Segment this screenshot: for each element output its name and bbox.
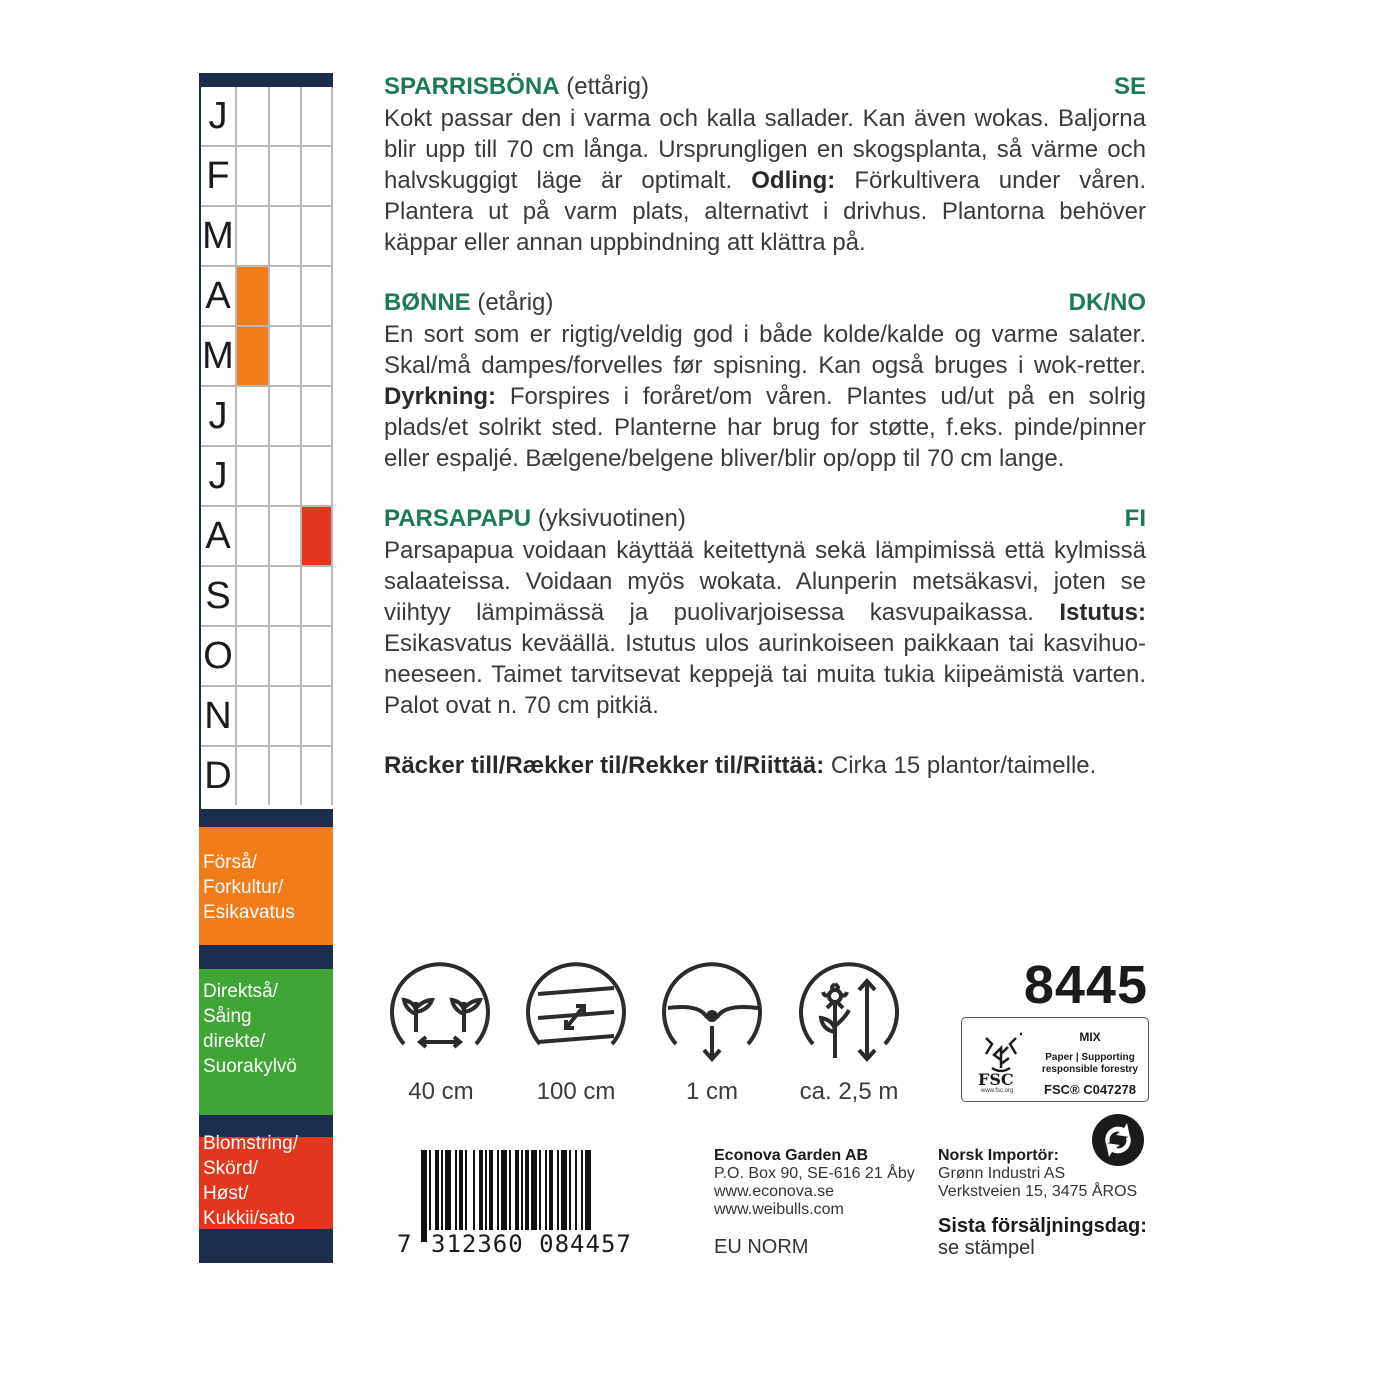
calendar-cell — [237, 747, 270, 805]
article-number: 8445 — [1023, 955, 1148, 1015]
plant-height-label: ca. 2,5 m — [799, 1078, 899, 1105]
language-code: DK/NO — [1068, 289, 1146, 316]
barcode-first-digit: 7 — [397, 1230, 412, 1258]
importer-address: Verkstveien 15, 3475 ÅROS — [938, 1183, 1138, 1200]
calendar-cell — [302, 267, 333, 325]
month-row-aug — [201, 507, 333, 567]
month-letter: N — [201, 687, 237, 745]
cultivation-label: Istutus: — [1059, 599, 1146, 626]
barcode-bar — [473, 1150, 475, 1230]
month-letter: A — [201, 267, 237, 325]
barcode-bar — [557, 1150, 559, 1230]
calendar-cell — [270, 87, 302, 145]
company-info — [714, 1147, 915, 1219]
calendar-cell — [237, 507, 270, 565]
barcode-bar — [489, 1150, 493, 1230]
sales-date-label: Sista försäljningsdag: — [938, 1215, 1147, 1237]
yield-label: Räcker till/Rækker til/Rekker til/Riittää: — [384, 752, 825, 779]
barcode-bar — [549, 1150, 553, 1230]
legend-line: Esikavatus — [203, 902, 295, 923]
section-body — [384, 535, 1146, 721]
month-letter: F — [201, 147, 237, 205]
legend-line: Såing — [203, 1006, 252, 1027]
calendar-cell — [302, 147, 333, 205]
barcode-bar — [435, 1150, 439, 1230]
barcode-bars — [421, 1150, 671, 1242]
description-text: Kokt passar den i varma och kalla sallader. Kan även wokas. Baljorna blir upp till 70 cm långa. Ursprungligen en skogsplanta, så värme och halvskuggigt läge är optimalt. — [384, 105, 1146, 194]
legend-line: Forkultur/ — [203, 877, 284, 898]
section-finnish — [384, 503, 1146, 721]
cultivation-label: Odling: — [751, 167, 836, 194]
calendar-cell — [237, 627, 270, 685]
month-row-may — [201, 327, 333, 387]
fsc-url: www.fsc.org — [981, 1088, 1014, 1094]
calendar-divider — [199, 809, 333, 827]
language-code: FI — [1124, 505, 1146, 532]
calendar-cell — [270, 267, 302, 325]
month-row-dec — [201, 747, 333, 807]
month-row-feb — [201, 147, 333, 207]
barcode-bar — [455, 1150, 457, 1230]
barcode-bar — [569, 1150, 571, 1230]
section-header — [384, 71, 1146, 103]
legend-line: Suorakylvö — [203, 1056, 297, 1077]
calendar-cell — [270, 507, 302, 565]
month-row-jan — [201, 87, 333, 147]
language-code: SE — [1113, 73, 1146, 100]
yield-value: Cirka 15 plantor/taimelle. — [830, 752, 1097, 779]
calendar-cell — [270, 447, 302, 505]
legend-line: Høst/ — [203, 1183, 249, 1204]
calendar-cell — [270, 567, 302, 625]
sowing-indoor-cell — [237, 267, 270, 325]
barcode-bar — [575, 1150, 577, 1230]
sales-date-value: se stämpel — [938, 1237, 1035, 1259]
product-name: SPARRISBÖNA — [384, 73, 560, 100]
fsc-description-line: responsible forestry — [1041, 1064, 1139, 1075]
month-letter: J — [201, 387, 237, 445]
plant-spacing-icon — [386, 962, 494, 1070]
month-letter: J — [201, 87, 237, 145]
barcode-bar — [441, 1150, 443, 1230]
cultivation-label: Dyrkning: — [384, 383, 497, 410]
month-row-jun — [201, 387, 333, 447]
barcode-bar — [501, 1150, 507, 1230]
section-header — [384, 287, 1146, 319]
month-letter: S — [201, 567, 237, 625]
calendar-cell — [302, 387, 333, 445]
description-text: Parsapapua voidaan käyttää keitettynä sekä lämpimissä että kylmissä salaateissa. Voidaan myös wokata. Alunperin metsäkasvi, joten se viihtyy lämpimässä ja puolivarjoisessa kasvupaikassa. — [384, 537, 1146, 626]
fsc-mix: MIX — [1079, 1030, 1101, 1044]
legend-direct-sowing — [199, 969, 333, 1115]
plant-spacing-label: 40 cm — [408, 1078, 474, 1105]
calendar-cell — [270, 687, 302, 745]
barcode-bar — [465, 1150, 467, 1230]
legend-sowing-indoor — [199, 827, 333, 945]
harvest-cell — [302, 507, 333, 565]
company-website: www.econova.se — [714, 1183, 835, 1200]
month-row-mar — [201, 207, 333, 267]
month-letter: A — [201, 507, 237, 565]
company-website: www.weibulls.com — [714, 1201, 844, 1218]
calendar-cell — [302, 747, 333, 805]
row-spacing-label: 100 cm — [536, 1078, 616, 1105]
month-letter: M — [201, 207, 237, 265]
barcode-bar — [459, 1150, 463, 1230]
fsc-code: FSC® C047278 — [1044, 1082, 1136, 1097]
ean-barcode — [397, 1150, 677, 1260]
calendar-top-bar — [199, 73, 333, 87]
month-row-oct — [201, 627, 333, 687]
legend-harvest — [199, 1133, 333, 1229]
legend-line: Kukkii/sato — [203, 1208, 295, 1229]
fsc-description — [1036, 1052, 1144, 1076]
calendar-cell — [237, 387, 270, 445]
calendar-cell — [270, 147, 302, 205]
calendar-cell — [270, 627, 302, 685]
month-letter: J — [201, 447, 237, 505]
plant-height-icon — [795, 962, 903, 1070]
legend-line: Skörd/ — [203, 1158, 258, 1179]
barcode-bar — [525, 1150, 529, 1230]
calendar-cell — [302, 687, 333, 745]
legend-line: Förså/ — [203, 852, 257, 873]
section-danish-norwegian — [384, 287, 1146, 474]
company-name: Econova Garden AB — [714, 1147, 869, 1164]
yield-info — [384, 750, 1096, 781]
calendar-cell — [237, 567, 270, 625]
company-address: P.O. Box 90, SE-616 21 Åby — [714, 1165, 915, 1182]
barcode-bar — [561, 1150, 567, 1230]
product-subtitle: (yksivuotinen) — [537, 505, 686, 532]
month-row-jul — [201, 447, 333, 507]
calendar-bottom-bar — [199, 1229, 333, 1263]
month-letter: D — [201, 747, 237, 805]
barcode-digits: 312360 084457 — [431, 1230, 632, 1258]
calendar-cell — [270, 387, 302, 445]
row-spacing-icon — [522, 962, 630, 1070]
month-row-sep — [201, 567, 333, 627]
eu-norm-label: EU NORM — [714, 1236, 809, 1258]
product-subtitle: (etårig) — [477, 289, 554, 316]
calendar-cell — [302, 87, 333, 145]
barcode-bar — [445, 1150, 451, 1230]
section-body — [384, 319, 1146, 474]
calendar-cell — [237, 447, 270, 505]
calendar-cell — [270, 207, 302, 265]
legend-line: Blomstring/ — [203, 1133, 299, 1154]
month-row-apr — [201, 267, 333, 327]
barcode-bar — [479, 1150, 483, 1230]
legend-line: direkte/ — [203, 1031, 266, 1052]
calendar-divider — [199, 945, 333, 969]
importer-label: Norsk Importör: — [938, 1147, 1059, 1164]
fsc-label: FSC — [978, 1070, 1014, 1089]
barcode-bar — [581, 1150, 583, 1230]
product-name: PARSAPAPU — [384, 505, 532, 532]
month-grid — [199, 87, 333, 809]
barcode-bar — [485, 1150, 487, 1230]
calendar-cell — [237, 147, 270, 205]
cultivation-text: Esikasvatus keväällä. Istutus ulos aurinkoiseen paikkaan tai kasvihuo-neeseen. Taimet tarvitsevat keppejä tai muita tukia kiipeämistä varten. Palot ovat n. 70 cm pitkiä. — [384, 630, 1146, 719]
barcode-bar — [421, 1150, 427, 1242]
month-row-nov — [201, 687, 333, 747]
month-letter: O — [201, 627, 237, 685]
calendar-cell — [270, 747, 302, 805]
calendar-cell — [302, 567, 333, 625]
description-text: En sort som er rigtig/veldig god i både kolde/kalde og varme salater. Skal/må dampes/forvelles før spisning. Kan også bruges i wok-retter. — [384, 321, 1146, 379]
calendar-cell — [302, 447, 333, 505]
sowing-calendar — [199, 73, 333, 1263]
section-swedish — [384, 71, 1146, 258]
product-subtitle: (ettårig) — [566, 73, 649, 100]
product-name: BØNNE — [384, 289, 471, 316]
calendar-cell — [302, 327, 333, 385]
calendar-cell — [237, 87, 270, 145]
legend-line: Direktså/ — [203, 981, 278, 1002]
fsc-description-line: Paper | Supporting — [1045, 1052, 1135, 1063]
cultivation-text: Forspires i foråret/om våren. Plantes ud/ut på en solrig plads/et solrikt sted. Planterne har brug for støtte, f.eks. pinde/pinner eller espaljé. Bælgene/belgene bliver/blir op/opp til 70 cm lange. — [384, 383, 1146, 472]
barcode-bar — [545, 1150, 547, 1230]
barcode-bar — [429, 1150, 431, 1242]
recycle-icon — [1088, 1110, 1148, 1170]
barcode-bar — [497, 1150, 499, 1230]
barcode-bar — [521, 1150, 523, 1230]
barcode-bar — [509, 1150, 511, 1242]
section-header — [384, 503, 1146, 535]
sowing-depth-label: 1 cm — [685, 1078, 738, 1105]
last-sales-date — [938, 1215, 1147, 1259]
calendar-cell — [270, 327, 302, 385]
calendar-cell — [302, 627, 333, 685]
sowing-depth-icon — [658, 962, 766, 1070]
barcode-bar — [515, 1150, 519, 1230]
barcode-bar — [531, 1150, 537, 1230]
fsc-certification-box — [961, 1017, 1149, 1102]
calendar-cell — [237, 687, 270, 745]
importer-name: Grønn Industri AS — [938, 1165, 1066, 1182]
barcode-bar — [585, 1150, 591, 1242]
cultivation-text: Förkultivera under våren. Plantera ut på varm plats, alternativt i drivhus. Plantorna behöver käppar eller annan uppbindning att klättra på. — [384, 167, 1146, 256]
section-body — [384, 103, 1146, 258]
barcode-bar — [539, 1150, 541, 1230]
calendar-cell — [302, 207, 333, 265]
calendar-cell — [237, 207, 270, 265]
sowing-indoor-cell — [237, 327, 270, 385]
month-letter: M — [201, 327, 237, 385]
